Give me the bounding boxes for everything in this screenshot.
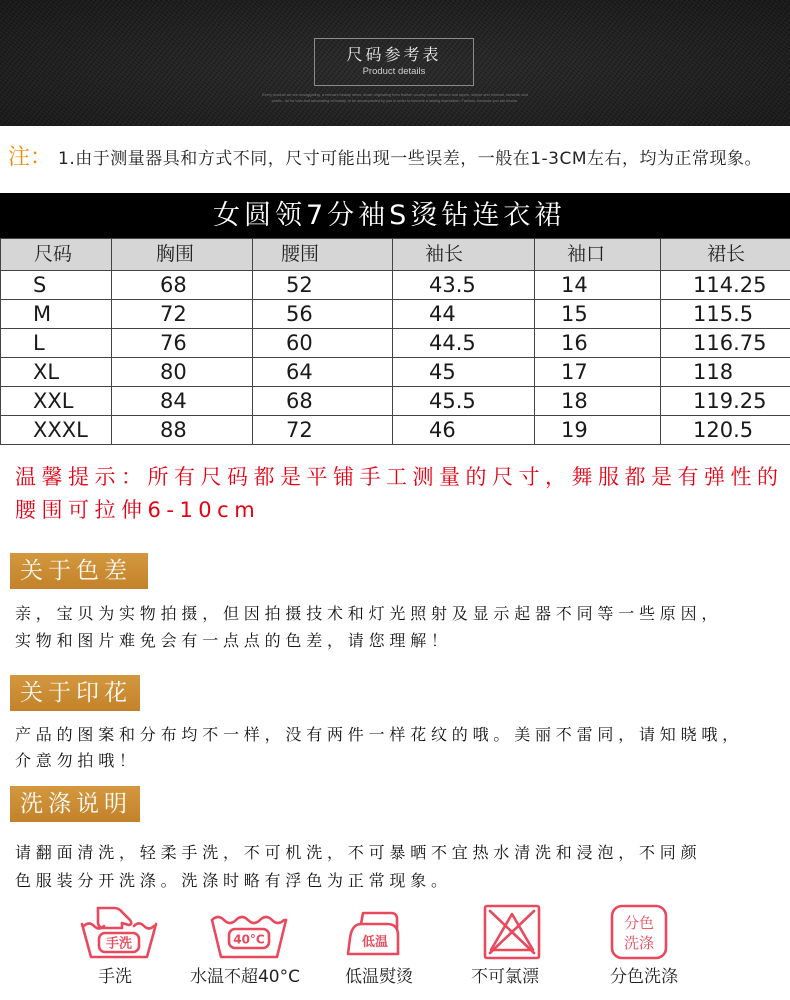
separate-colors-wash-icon bbox=[610, 904, 668, 960]
section-heading-printing: 关于印花 bbox=[10, 675, 140, 711]
sleeve-length-cell: 44.5 bbox=[393, 329, 535, 358]
page-subtitle: Product details bbox=[362, 66, 426, 77]
sleeve-length-cell: 43.5 bbox=[393, 271, 535, 300]
dress-length-cell: 115.5 bbox=[661, 300, 790, 329]
care-label-separate-colors: 分色洗涤 bbox=[610, 967, 678, 987]
sleeve-length-cell: 46 bbox=[393, 416, 535, 445]
table-row bbox=[1, 416, 790, 445]
section-text-line: 产品的图案和分布均不一样，没有两件一样花纹的哦。美丽不雷同，请知晓哦， bbox=[15, 725, 744, 744]
header-title-box bbox=[314, 38, 474, 86]
table-header-row bbox=[1, 239, 790, 271]
sleeve-length-cell: 45 bbox=[393, 358, 535, 387]
waist-cell: 52 bbox=[253, 271, 393, 300]
section-heading-washing: 洗涤说明 bbox=[10, 786, 140, 822]
care-label-hand-wash: 手洗 bbox=[98, 967, 132, 987]
bust-cell: 80 bbox=[112, 358, 253, 387]
section-heading-color-difference: 关于色差 bbox=[10, 553, 148, 589]
section-text-line: 介意勿拍哦！ bbox=[15, 751, 140, 770]
cuff-cell: 15 bbox=[535, 300, 661, 329]
column-header-dress-length: 裙长 bbox=[661, 239, 790, 271]
bust-cell: 72 bbox=[112, 300, 253, 329]
dress-length-cell: 119.25 bbox=[661, 387, 790, 416]
column-header-bust: 胸围 bbox=[112, 239, 253, 271]
waist-cell: 64 bbox=[253, 358, 393, 387]
column-header-cuff: 袖口 bbox=[535, 239, 661, 271]
size-cell: XXXL bbox=[1, 416, 112, 445]
size-chart-table bbox=[0, 238, 790, 445]
sleeve-length-cell: 44 bbox=[393, 300, 535, 329]
care-label-water-temperature: 水温不超40°C bbox=[189, 967, 300, 987]
cuff-cell: 17 bbox=[535, 358, 661, 387]
table-row bbox=[1, 329, 790, 358]
hand-wash-icon bbox=[78, 904, 160, 960]
table-row bbox=[1, 300, 790, 329]
table-row bbox=[1, 271, 790, 300]
product-title-bar bbox=[0, 193, 790, 238]
note-text: 1.由于测量器具和方式不同，尺寸可能出现一些误差，一般在1-3CM左右，均为正常现象。 bbox=[58, 149, 763, 169]
bust-cell: 84 bbox=[112, 387, 253, 416]
header-tagline-line: poetic - all for love and advocating of beauty, to be accompanied by you in order to become a lasting impression. Fashion, because you are known. bbox=[271, 99, 519, 103]
dress-length-cell: 118 bbox=[661, 358, 790, 387]
size-cell: M bbox=[1, 300, 112, 329]
column-header-size: 尺码 bbox=[1, 239, 112, 271]
table-row bbox=[1, 387, 790, 416]
waist-cell: 56 bbox=[253, 300, 393, 329]
bust-cell: 76 bbox=[112, 329, 253, 358]
dress-length-cell: 120.5 bbox=[661, 416, 790, 445]
sleeve-length-cell: 45.5 bbox=[393, 387, 535, 416]
dress-length-cell: 114.25 bbox=[661, 271, 790, 300]
separate-colors-icon-text: 分色 bbox=[623, 914, 655, 932]
bust-cell: 68 bbox=[112, 271, 253, 300]
waist-cell: 60 bbox=[253, 329, 393, 358]
page-title: 尺码参考表 bbox=[346, 45, 442, 64]
sizing-tip-line: 温馨提示：所有尺码都是平铺手工测量的尺寸，舞服都是有弹性的 bbox=[15, 465, 784, 489]
column-header-waist: 腰围 bbox=[253, 239, 393, 271]
water-temperature-icon-text: 40°C bbox=[233, 932, 265, 947]
header-banner bbox=[0, 0, 790, 126]
section-text-line: 实物和图片难免会有一点点的色差，请您理解！ bbox=[15, 631, 452, 650]
column-header-sleeve-length: 袖长 bbox=[393, 239, 535, 271]
note-prefix: 注： bbox=[8, 145, 53, 170]
measurement-note bbox=[8, 144, 762, 173]
care-label-no-bleach: 不可氯漂 bbox=[471, 967, 539, 987]
size-cell: L bbox=[1, 329, 112, 358]
section-text-line: 请翻面清洗，轻柔手洗，不可机洗，不可暴晒不宜热水清洗和浸泡，不同颜 bbox=[15, 843, 702, 862]
dress-length-cell: 116.75 bbox=[661, 329, 790, 358]
bust-cell: 88 bbox=[112, 416, 253, 445]
cuff-cell: 14 bbox=[535, 271, 661, 300]
cuff-cell: 19 bbox=[535, 416, 661, 445]
water-temperature-40-icon bbox=[208, 904, 290, 960]
waist-cell: 72 bbox=[253, 416, 393, 445]
table-row bbox=[1, 358, 790, 387]
sizing-tip-line: 腰围可拉伸6-10cm bbox=[15, 498, 261, 522]
section-text-line: 亲，宝贝为实物拍摄，但因拍摄技术和灯光照射及显示起器不同等一些原因， bbox=[15, 604, 723, 623]
header-tagline-line: Every product we are unsaggating, a relevant beauty items, those originating from leather country music, texture and layers, simple and minimal, romantic and bbox=[262, 93, 528, 97]
size-cell: S bbox=[1, 271, 112, 300]
waist-cell: 68 bbox=[253, 387, 393, 416]
hand-wash-icon-text: 手洗 bbox=[105, 936, 133, 952]
iron-icon-text: 低温 bbox=[361, 935, 389, 950]
section-text-line: 色服装分开洗涤。洗涤时略有浮色为正常现象。 bbox=[15, 871, 452, 890]
product-title: 女圆领7分袖S烫钻连衣裙 bbox=[213, 200, 566, 231]
size-cell: XL bbox=[1, 358, 112, 387]
cuff-cell: 18 bbox=[535, 387, 661, 416]
size-cell: XXL bbox=[1, 387, 112, 416]
low-temperature-iron-icon bbox=[345, 908, 401, 958]
separate-colors-icon-text: 洗涤 bbox=[623, 934, 655, 952]
do-not-bleach-icon bbox=[483, 904, 541, 960]
care-label-low-temperature-iron: 低温熨烫 bbox=[345, 967, 413, 987]
cuff-cell: 16 bbox=[535, 329, 661, 358]
